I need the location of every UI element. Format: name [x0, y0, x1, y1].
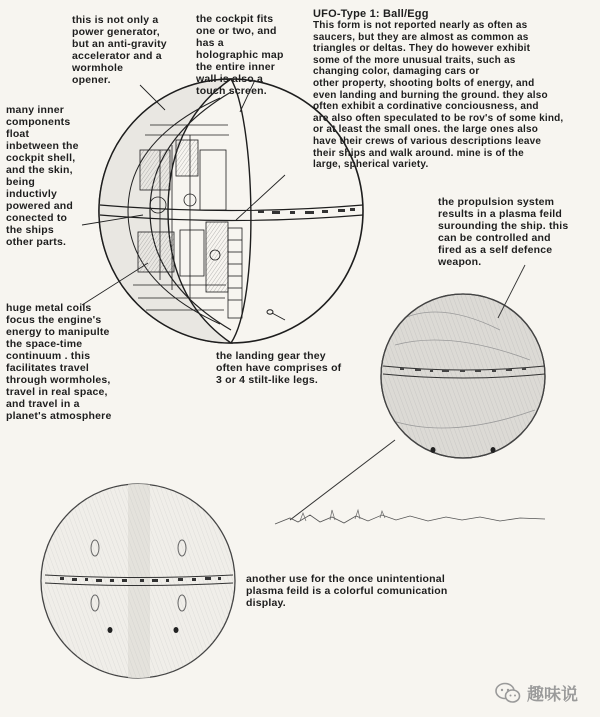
communication-sphere [40, 484, 236, 678]
plasma-sphere [275, 265, 550, 524]
watermark-label: 趣味说 [527, 685, 578, 705]
inner-components-note: many inner components float inbetween the cockpit shell, and the skin, being inductivly powered and conected to the ships other parts. [6, 104, 79, 248]
cockpit-note: the cockpit fits one or two, and has a holographic map the entire inner wall is also a touch screen. [196, 13, 284, 97]
metal-coils-note: huge metal coils focus the engine's energy to manipulte the space-time continuum . this facilitates travel through wormholes, travel in real space, and travel in a planet's atmosphere [6, 302, 112, 422]
propulsion-note: the propulsion system results in a plasma feild surounding the ship. this can be controlled and fired as a self defence weapon. [438, 196, 569, 268]
communication-note: another use for the once unintentional plasma feild is a colorful comunication display. [246, 573, 448, 609]
page-title: UFO-Type 1: Ball/Egg [313, 8, 429, 20]
watermark [495, 680, 578, 705]
description-note: This form is not reported nearly as often as saucers, but they are almost as common as triangles or deltas. They do however exhibit some of the more unusual traits, such as changing color, damaging cars or other property, shooting bolts of energy, and even landing and burning the ground. they also often exhibit a cordinative conciousness, and are also often speculated to be rov's of some kind, or at least the small ones. the large ones also have their crews of various descriptions leave their ships and walk around. mine is of the large, spherical variety. [313, 20, 564, 171]
power-generator-note: this is not only a power generator, but an anti-gravity accelerator and a wormhole opener. [72, 14, 167, 86]
wechat-icon [495, 682, 521, 704]
landing-gear-note: the landing gear they often have comprises of 3 or 4 stilt-like legs. [216, 350, 342, 386]
